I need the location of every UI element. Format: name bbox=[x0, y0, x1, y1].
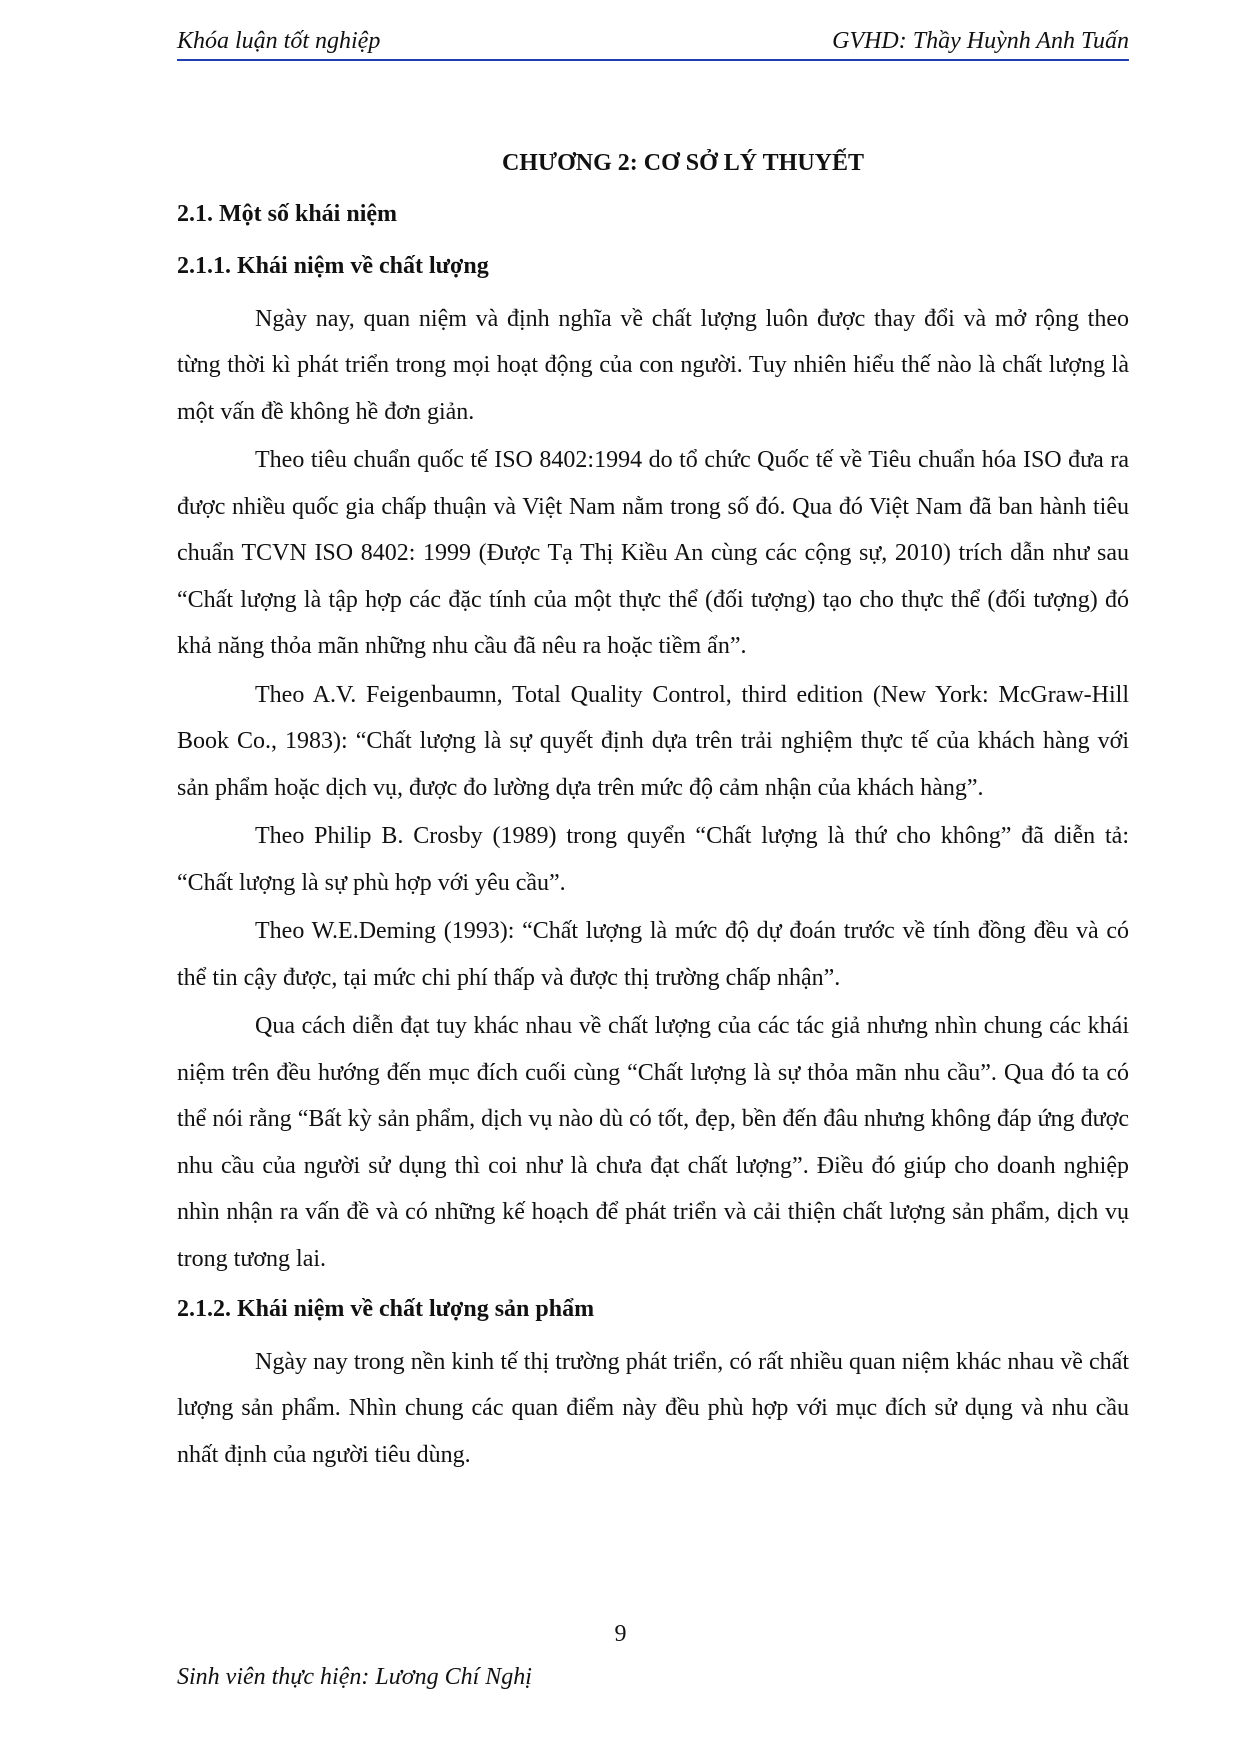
section-heading-2-1: 2.1. Một số khái niệm bbox=[177, 200, 398, 227]
paragraph: Theo tiêu chuẩn quốc tế ISO 8402:1994 do tổ chức Quốc tế về Tiêu chuẩn hóa ISO đưa ra được nhiều quốc gia chấp thuận và Việt Nam nằm trong số đó. Qua đó Việt Nam đã ban hành tiêu chuẩn TCVN ISO 8402: 1999 (Được Tạ Thị Kiều An cùng các cộng sự, 2010) trích dẫn như sau “Chất lượng là tập hợp các đặc tính của một thực thể (đối tượng) tạo cho thực thể (đối tượng) đó khả năng thỏa mãn những nhu cầu đã nêu ra hoặc tiềm ẩn”. bbox=[177, 447, 1129, 659]
paragraph: Theo W.E.Deming (1993): “Chất lượng là mức độ dự đoán trước về tính đồng đều và có thể tin cậy được, tại mức chi phí thấp và được thị trường chấp nhận”. bbox=[177, 918, 1129, 991]
page-header bbox=[177, 28, 1129, 62]
paragraph: Ngày nay, quan niệm và định nghĩa về chất lượng luôn được thay đổi và mở rộng theo từng thời kì phát triển trong mọi hoạt động của con người. Tuy nhiên hiểu thế nào là chất lượng là một vấn đề không hề đơn giản. bbox=[177, 305, 1129, 425]
page-footer: Sinh viên thực hiện: Lương Chí Nghị bbox=[177, 1664, 532, 1690]
header-thesis-label: Khóa luận tốt nghiệp bbox=[177, 28, 381, 54]
section-heading-2-1-1: 2.1.1. Khái niệm về chất lượng bbox=[177, 253, 489, 279]
header-advisor-label: GVHD: Thầy Huỳnh Anh Tuấn bbox=[832, 28, 1129, 54]
page-body bbox=[177, 140, 1129, 1480]
paragraph: Qua cách diễn đạt tuy khác nhau về chất lượng của các tác giả nhưng nhìn chung các khái niệm trên đều hướng đến mục đích cuối cùng “Chất lượng là sự thỏa mãn nhu cầu”. Qua đó ta có thể nói rằng “Bất kỳ sản phẩm, dịch vụ nào dù có tốt, đẹp, bền đến đâu nhưng không đáp ứng được nhu cầu của người sử dụng thì coi như là chưa đạt chất lượng”. Điều đó giúp cho doanh nghiệp nhìn nhận ra vấn đề và có những kế hoạch để phát triển và cải thiện chất lượng sản phẩm, dịch vụ trong tương lai. bbox=[177, 1013, 1129, 1272]
paragraph: Theo A.V. Feigenbaumn, Total Quality Control, third edition (New York: McGraw-Hill Book Co., 1983): “Chất lượng là sự quyết định dựa trên trải nghiệm thực tế của khách hàng với sản phẩm hoặc dịch vụ, được đo lường dựa trên mức độ cảm nhận của khách hàng”. bbox=[177, 681, 1129, 801]
paragraph: Theo Philip B. Crosby (1989) trong quyển “Chất lượng là thứ cho không” đã diễn tả: “Chất lượng là sự phù hợp với yêu cầu”. bbox=[177, 823, 1129, 896]
paragraph: Ngày nay trong nền kinh tế thị trường phát triển, có rất nhiều quan niệm khác nhau về chất lượng sản phẩm. Nhìn chung các quan điểm này đều phù hợp với mục đích sử dụng và nhu cầu nhất định của người tiêu dùng. bbox=[177, 1348, 1129, 1468]
header-divider bbox=[177, 59, 1129, 61]
page-number: 9 bbox=[614, 1621, 627, 1647]
section-heading-2-1-2: 2.1.2. Khái niệm về chất lượng sản phẩm bbox=[177, 1296, 595, 1322]
chapter-title: CHƯƠNG 2: CƠ SỞ LÝ THUYẾT bbox=[501, 150, 865, 176]
